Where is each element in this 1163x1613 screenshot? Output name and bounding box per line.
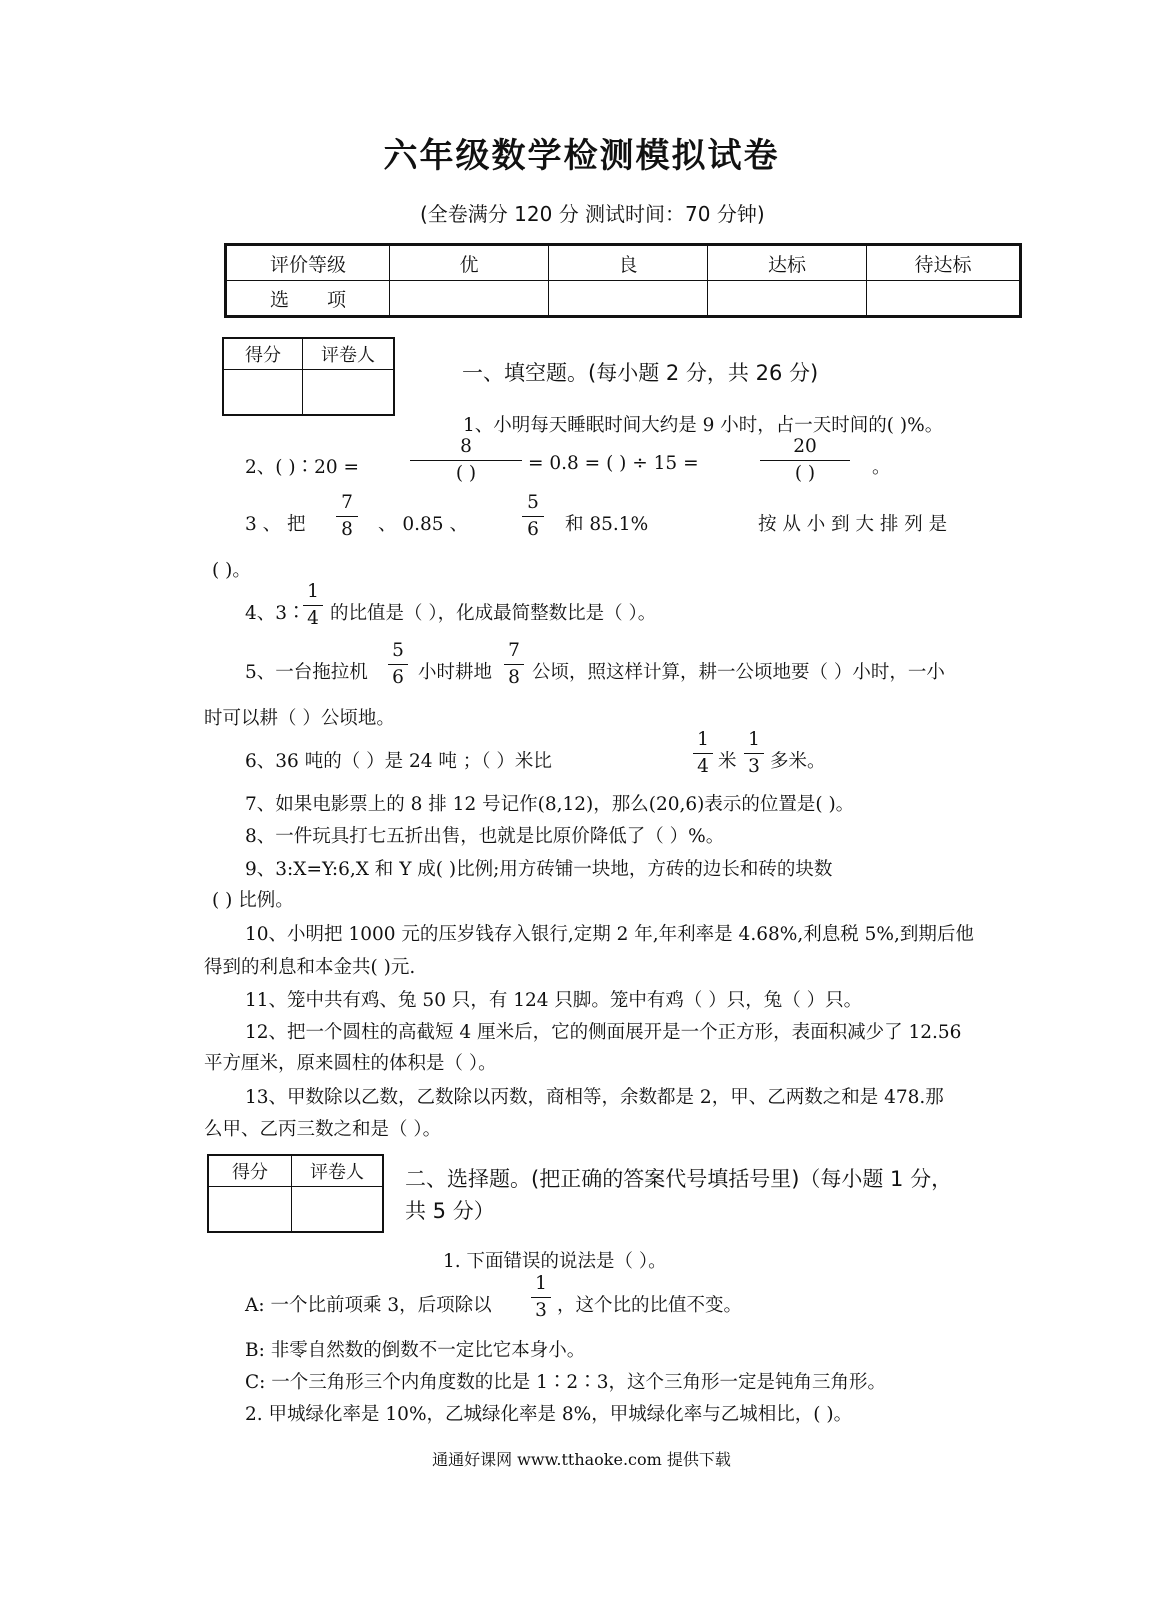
question-1-5-tail: 公顷，照这样计算，耕一公顷地要（ ）小时，一小 — [532, 662, 945, 683]
score-cell — [208, 1187, 292, 1233]
question-1-6-fraction-1 — [693, 731, 713, 776]
grade-header-notpass: 待达标 — [867, 245, 1021, 281]
question-1-6-mid: 米 — [718, 751, 737, 772]
fraction-numerator: 1 — [535, 1273, 547, 1294]
grade-cell — [390, 281, 549, 317]
grade-cell — [708, 281, 867, 317]
option-a-fraction — [531, 1275, 551, 1320]
section1-heading: 一、填空题。(每小题 2 分，共 26 分) — [462, 361, 819, 385]
option-b: B: 非零自然数的倒数不一定比它本身小。 — [245, 1340, 586, 1361]
question-2-1: 1. 下面错误的说法是（ ）。 — [443, 1251, 667, 1272]
fraction-denominator: ( ) — [410, 460, 522, 484]
score-box-section2 — [207, 1154, 384, 1233]
fraction-denominator: 4 — [303, 605, 323, 629]
grader-label: 评卷人 — [303, 338, 395, 370]
question-1-2-part-c: 。 — [872, 457, 891, 478]
question-1-2-fraction-1 — [410, 438, 522, 483]
question-1-5-fraction-2 — [504, 642, 524, 687]
question-1-6-lead: 6、36 吨的（ ）是 24 吨 ；（ ）米比 — [245, 751, 552, 772]
question-1-9-line-2: ( ) 比例。 — [212, 890, 294, 911]
fraction-denominator: 3 — [531, 1297, 551, 1321]
question-1-10-line-2: 得到的利息和本金共( )元. — [204, 957, 416, 978]
score-box-section1 — [222, 337, 395, 416]
question-1-5-mid: 小时耕地 — [418, 662, 493, 683]
question-1-3-tail: 按 从 小 到 大 排 列 是 — [758, 514, 948, 535]
question-1-13-line-2: 么甲、乙丙三数之和是（ ）。 — [204, 1119, 442, 1140]
question-1-3-fraction-2 — [522, 494, 544, 539]
question-1-6-tail: 多米。 — [770, 751, 826, 772]
question-1-9-line-1: 9、3:X=Y:6,X 和 Y 成( )比例;用方砖铺一块地，方砖的边长和砖的块数 — [245, 859, 833, 880]
fraction-denominator: 6 — [388, 664, 408, 688]
score-label: 得分 — [223, 338, 303, 370]
question-1-4-lead: 4、3∶ — [245, 603, 306, 624]
grade-cell — [549, 281, 708, 317]
fraction-numerator: 7 — [341, 492, 353, 513]
page-footer: 通通好课网 www.tthaoke.com 提供下载 — [432, 1450, 731, 1469]
fraction-denominator: 3 — [744, 753, 764, 777]
question-1-3-mid-2: 和 85.1% — [565, 514, 649, 535]
fraction-numerator: 7 — [508, 640, 520, 661]
grader-label: 评卷人 — [292, 1155, 384, 1187]
question-1-13-line-1: 13、甲数除以乙数，乙数除以丙数，商相等，余数都是 2，甲、乙两数之和是 478.那 — [245, 1087, 944, 1108]
score-label: 得分 — [208, 1155, 292, 1187]
fraction-numerator: 1 — [748, 729, 760, 750]
question-1-12-line-2: 平方厘米，原来圆柱的体积是（ ）。 — [204, 1053, 497, 1074]
question-1-3-line-2: ( )。 — [212, 560, 251, 581]
fraction-numerator: 5 — [527, 492, 539, 513]
fraction-denominator: 4 — [693, 753, 713, 777]
grade-header-excellent: 优 — [390, 245, 549, 281]
grade-table — [224, 243, 1022, 318]
question-1-5-line-2: 时可以耕（ ）公顷地。 — [204, 708, 395, 729]
fraction-numerator: 1 — [307, 581, 319, 602]
question-1-12-line-1: 12、把一个圆柱的高截短 4 厘米后，它的侧面展开是一个正方形，表面积减少了 12.56 — [245, 1022, 962, 1043]
fraction-numerator: 1 — [697, 729, 709, 750]
question-1-4-fraction — [303, 583, 323, 628]
fraction-numerator: 5 — [392, 640, 404, 661]
question-1-6-fraction-2 — [744, 731, 764, 776]
section2-heading-line-1: 二、选择题。(把正确的答案代号填括号里)（每小题 1 分， — [405, 1167, 953, 1191]
question-1-4-tail: 的比值是（ ），化成最简整数比是（ ）。 — [330, 603, 657, 624]
fraction-denominator: 8 — [504, 664, 524, 688]
grader-cell — [303, 370, 395, 416]
fraction-numerator: 8 — [460, 436, 472, 457]
question-1-2-part-a: 2、( )∶20 = — [245, 457, 360, 478]
question-1-5-lead: 5、一台拖拉机 — [245, 662, 368, 683]
question-1-3-lead: 3 、 把 — [245, 514, 306, 535]
option-c: C: 一个三角形三个内角度数的比是 1∶2∶3，这个三角形一定是钝角三角形。 — [245, 1372, 886, 1393]
question-1-11: 11、笼中共有鸡、兔 50 只，有 124 只脚。笼中有鸡（ ）只，兔（ ）只。 — [245, 990, 863, 1011]
grader-cell — [292, 1187, 384, 1233]
question-2-2: 2. 甲城绿化率是 10%，乙城绿化率是 8%，甲城绿化率与乙城相比，( )。 — [245, 1404, 853, 1425]
question-1-1: 1、小明每天睡眠时间大约是 9 小时，占一天时间的( )%。 — [463, 415, 944, 436]
question-1-3-fraction-1 — [336, 494, 358, 539]
question-1-8: 8、一件玩具打七五折出售，也就是比原价降低了（ ）%。 — [245, 826, 725, 847]
grade-header-label: 评价等级 — [226, 245, 390, 281]
option-a-tail: ，这个比的比值不变。 — [557, 1295, 743, 1316]
question-1-10-line-1: 10、小明把 1000 元的压岁钱存入银行,定期 2 年,年利率是 4.68%,利息税 5%,到期后他 — [245, 924, 974, 945]
grade-row-label: 选 项 — [226, 281, 390, 317]
fraction-denominator: ( ) — [760, 460, 850, 484]
question-1-2-fraction-2 — [760, 438, 850, 483]
question-1-2-part-b: = 0.8 = ( ) ÷ 15 = — [528, 453, 699, 474]
section2-heading-line-2: 共 5 分） — [405, 1199, 495, 1223]
score-cell — [223, 370, 303, 416]
grade-header-pass: 达标 — [708, 245, 867, 281]
fraction-numerator: 20 — [793, 436, 817, 457]
page-title: 六年级数学检测模拟试卷 — [383, 136, 780, 176]
question-1-3-mid-1: 、 0.85 、 — [378, 514, 468, 535]
question-1-7: 7、如果电影票上的 8 排 12 号记作(8,12)，那么(20,6)表示的位置是( )。 — [245, 794, 855, 815]
fraction-denominator: 8 — [336, 516, 358, 540]
fraction-denominator: 6 — [522, 516, 544, 540]
grade-header-good: 良 — [549, 245, 708, 281]
question-1-5-fraction-1 — [388, 642, 408, 687]
grade-cell — [867, 281, 1021, 317]
exam-subtitle: (全卷满分 120 分 测试时间：70 分钟) — [420, 202, 765, 226]
option-a-lead: A: 一个比前项乘 3，后项除以 — [245, 1295, 492, 1316]
